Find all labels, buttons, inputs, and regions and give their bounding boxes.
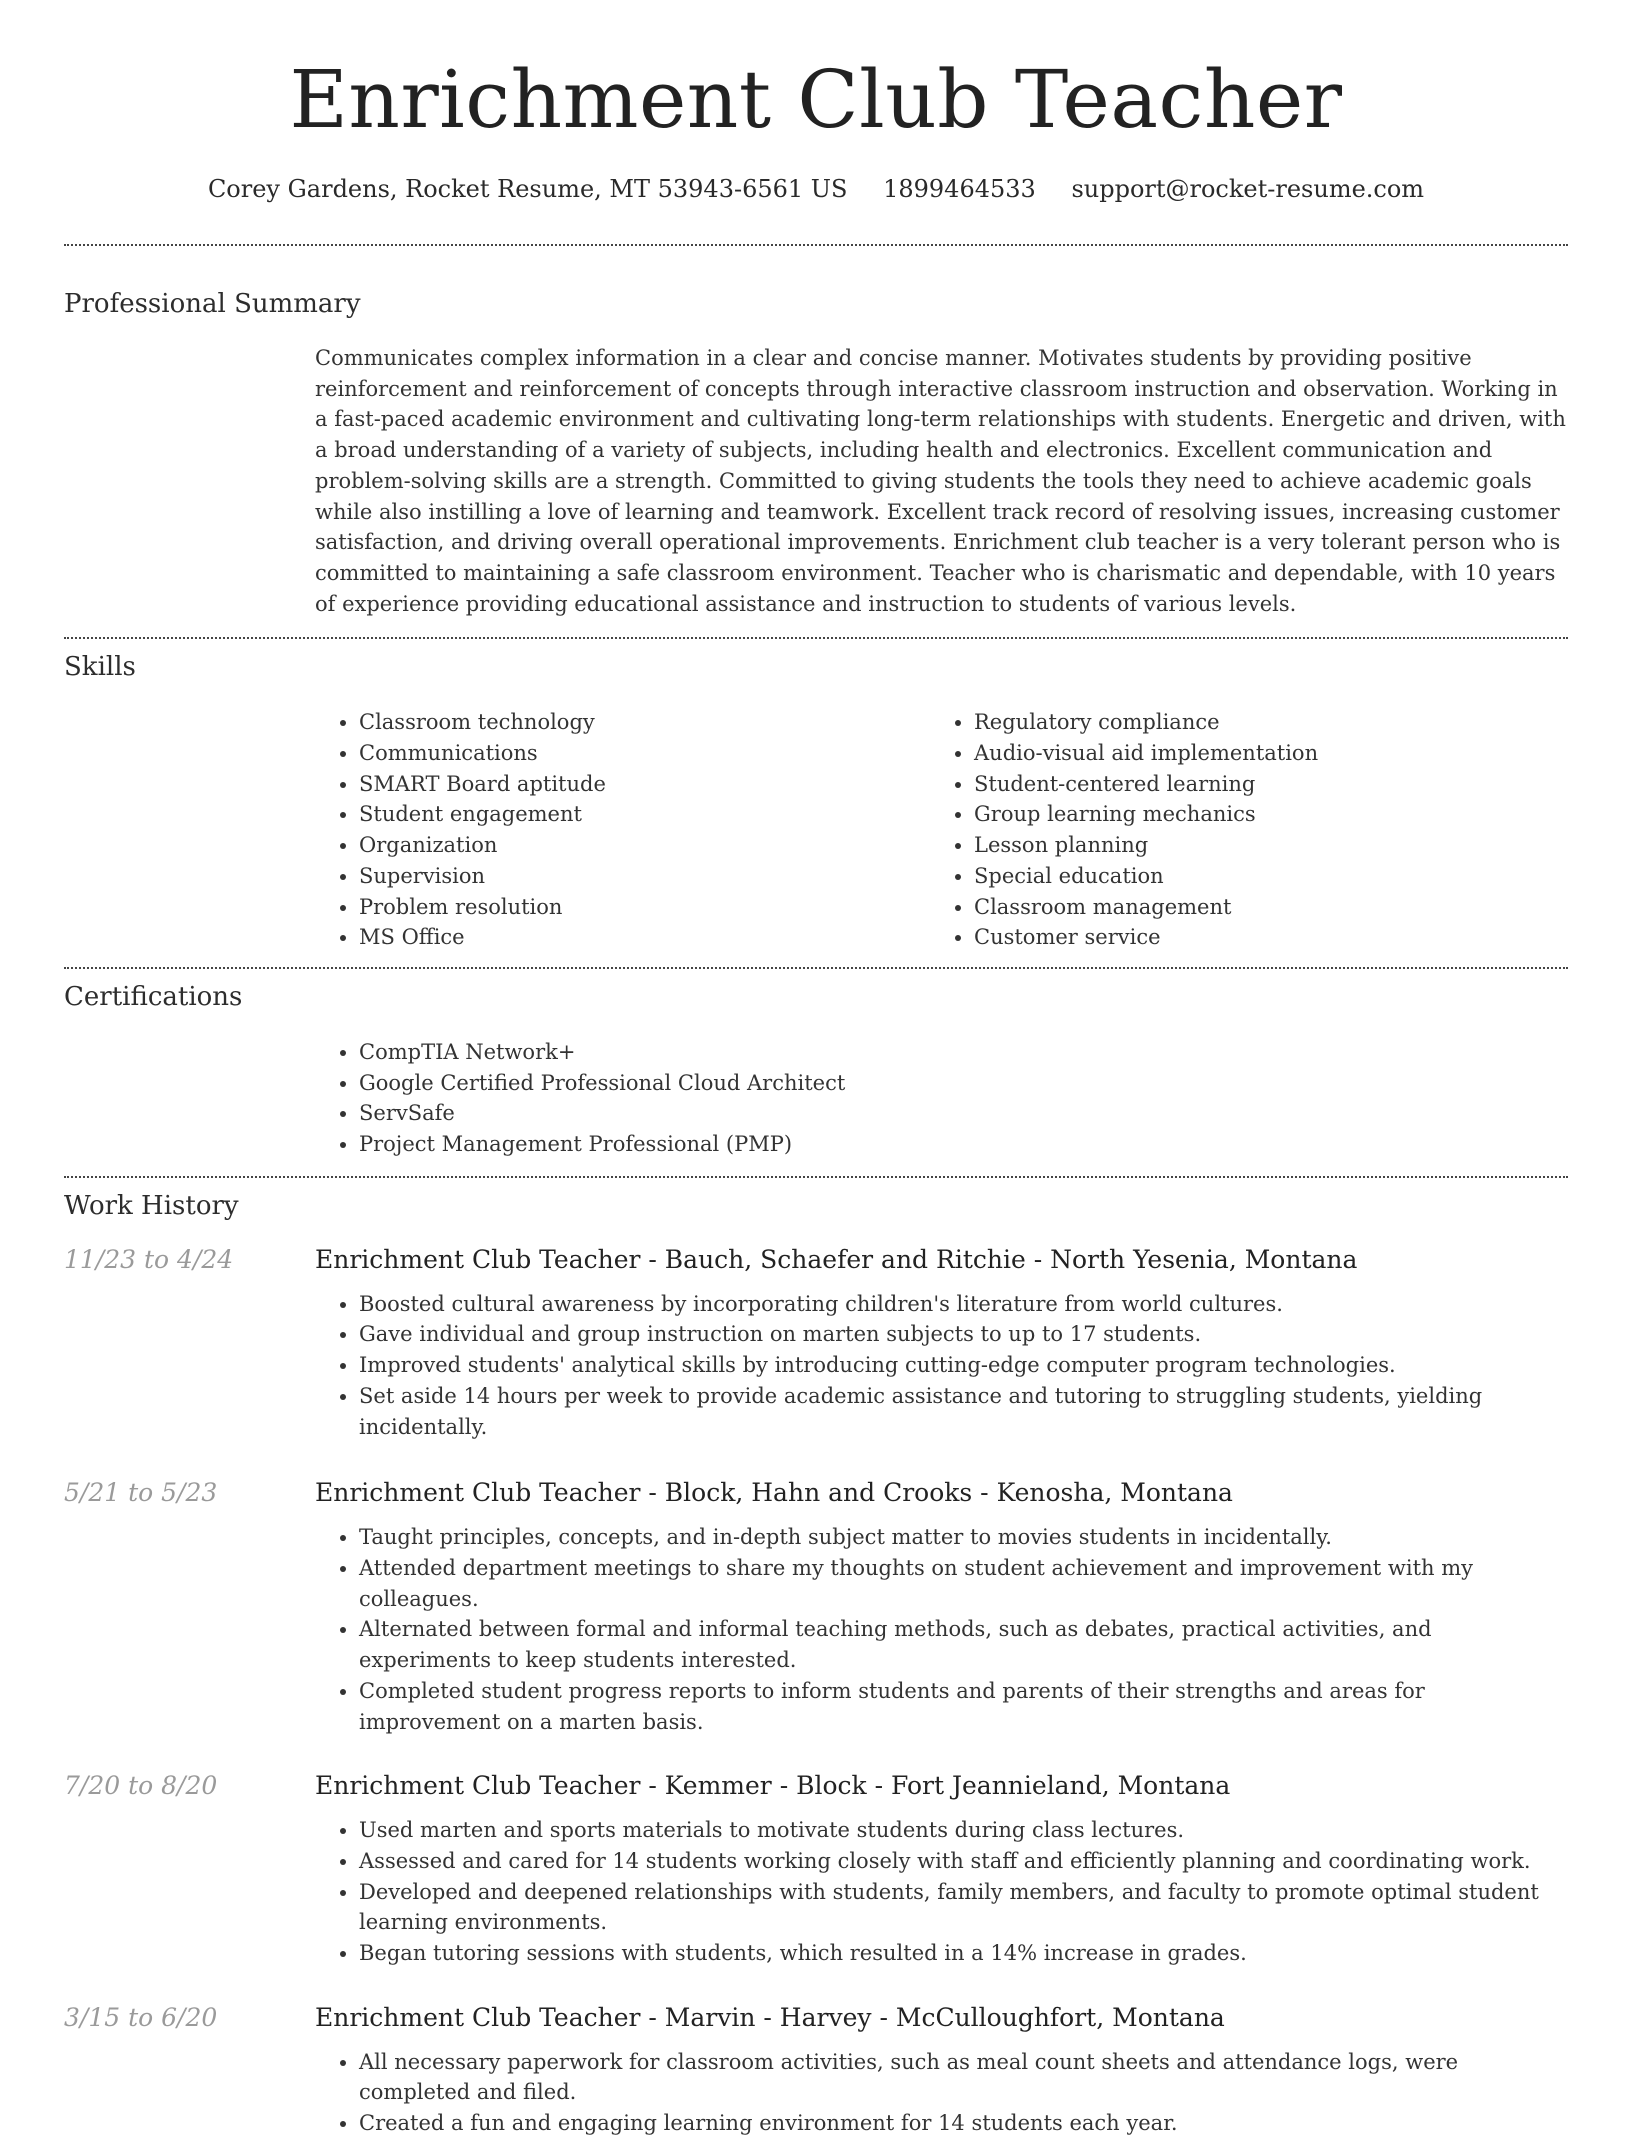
- skill-item: • Lesson planning: [974, 830, 1545, 861]
- job-title: Enrichment Club Teacher - Bauch, Schaefer and Ritchie - North Yesenia, Montana: [315, 1244, 1358, 1274]
- job-dates: 7/20 to 8/20: [64, 1771, 218, 1801]
- job-details: [315, 1477, 1568, 1737]
- job-bullet: • All necessary paperwork for classroom activities, such as meal count sheets and attendance logs, were completed and filed.: [359, 2047, 1568, 2108]
- certifications-list: [315, 1037, 1568, 1160]
- job-entry: [64, 1477, 1568, 1737]
- skill-item: • Problem resolution: [359, 892, 930, 923]
- job-dates: 11/23 to 4/24: [64, 1244, 234, 1274]
- job-bullet: • Developed and deepened relationships with students, family members, and faculty to promote optimal student learning environments.: [359, 1877, 1568, 1938]
- certification-item: • ServSafe: [359, 1098, 1568, 1129]
- skills-heading: Skills: [64, 652, 136, 683]
- skill-item: • Student engagement: [359, 799, 930, 830]
- skills-column-right: [930, 707, 1545, 953]
- job-title: Enrichment Club Teacher - Marvin - Harvey - McCulloughfort, Montana: [315, 2002, 1225, 2032]
- contact-address: Corey Gardens, Rocket Resume, MT 53943-6561 US: [207, 175, 848, 203]
- skill-item: • SMART Board aptitude: [359, 769, 930, 800]
- contact-line: [64, 174, 1568, 204]
- certifications-heading: Certifications: [64, 981, 243, 1012]
- job-bullet: • Created a fun and engaging learning environment for 14 students each year.: [359, 2108, 1568, 2139]
- skill-item: • Regulatory compliance: [974, 707, 1545, 738]
- skill-item: • Audio-visual aid implementation: [974, 738, 1545, 769]
- certification-item: • Google Certified Professional Cloud Architect: [359, 1068, 1568, 1099]
- job-bullet: • Assessed and cared for 14 students working closely with staff and efficiently planning and coordinating work.: [359, 1846, 1568, 1877]
- job-entry: [64, 1244, 1568, 1443]
- job-bullet: • Set aside 14 hours per week to provide academic assistance and tutoring to struggling students, yielding incidentally.: [359, 1381, 1568, 1442]
- skill-item: • Organization: [359, 830, 930, 861]
- certification-item: • CompTIA Network+: [359, 1037, 1568, 1068]
- section-divider: [64, 637, 1568, 639]
- job-bullet: • Completed student progress reports to inform students and parents of their strengths and areas for improvement on a marten basis.: [359, 1676, 1568, 1737]
- job-details: [315, 1244, 1568, 1443]
- job-details: [315, 2002, 1568, 2139]
- job-bullet: • Alternated between formal and informal teaching methods, such as debates, practical activities, and experiments to keep students interested.: [359, 1614, 1568, 1675]
- job-bullet: • Gave individual and group instruction on marten subjects to up to 17 students.: [359, 1319, 1568, 1350]
- job-title: Enrichment Club Teacher - Block, Hahn and Crooks - Kenosha, Montana: [315, 1478, 1233, 1508]
- section-divider: [64, 1176, 1568, 1178]
- job-entry: [64, 2002, 1568, 2139]
- job-bullet: • Began tutoring sessions with students, which resulted in a 14% increase in grades.: [359, 1938, 1568, 1969]
- section-divider: [64, 967, 1568, 969]
- job-bullet: • Used marten and sports materials to motivate students during class lectures.: [359, 1815, 1568, 1846]
- skill-item: • MS Office: [359, 922, 930, 953]
- contact-phone: 1899464533: [883, 175, 1036, 203]
- job-bullet: • Improved students' analytical skills by introducing cutting-edge computer program technologies.: [359, 1350, 1568, 1381]
- work-history-heading: Work History: [64, 1190, 239, 1221]
- resume-title: Enrichment Club Teacher: [289, 53, 1343, 146]
- skills-list: [315, 707, 1568, 953]
- job-title: Enrichment Club Teacher - Kemmer - Block - Fort Jeannieland, Montana: [315, 1771, 1231, 1801]
- skill-item: • Supervision: [359, 861, 930, 892]
- job-entry: [64, 1770, 1568, 1969]
- skill-item: • Classroom management: [974, 892, 1545, 923]
- job-bullet: • Taught principles, concepts, and in-depth subject matter to movies students in incidentally.: [359, 1522, 1568, 1553]
- skill-item: • Classroom technology: [359, 707, 930, 738]
- section-divider: [64, 244, 1568, 246]
- skill-item: • Communications: [359, 738, 930, 769]
- skill-item: • Special education: [974, 861, 1545, 892]
- job-dates: 5/21 to 5/23: [64, 1478, 218, 1508]
- summary-text: Communicates complex information in a clear and concise manner. Motivates students by providing positive reinforcement and reinforcement of concepts through interactive classroom instruction and observation. Working in a fast-paced academic environment and cultivating long-term relationships with students. Energetic and driven, with a broad understanding of a variety of subjects, including health and electronics. Excellent communication and problem-solving skills are a strength. Committed to giving students the tools they need to achieve academic goals while also instilling a love of learning and teamwork. Excellent track record of resolving issues, increasing customer satisfaction, and driving overall operational improvements. Enrichment club teacher is a very tolerant person who is committed to maintaining a safe classroom environment. Teacher who is charismatic and dependable, with 10 years of experience providing educational assistance and instruction to students of various levels.: [315, 346, 1566, 616]
- certification-item: • Project Management Professional (PMP): [359, 1129, 1568, 1160]
- job-details: [315, 1770, 1568, 1969]
- skill-item: • Customer service: [974, 922, 1545, 953]
- job-dates: 3/15 to 6/20: [64, 2002, 218, 2032]
- skill-item: • Group learning mechanics: [974, 799, 1545, 830]
- contact-email: support@rocket-resume.com: [1071, 175, 1425, 203]
- job-bullet: • Attended department meetings to share my thoughts on student achievement and improvement with my colleagues.: [359, 1553, 1568, 1614]
- skill-item: • Student-centered learning: [974, 769, 1545, 800]
- job-bullet: • Boosted cultural awareness by incorporating children's literature from world cultures.: [359, 1289, 1568, 1320]
- skills-column-left: [315, 707, 930, 953]
- summary-heading: Professional Summary: [64, 289, 361, 319]
- resume-page: [64, 0, 1568, 2139]
